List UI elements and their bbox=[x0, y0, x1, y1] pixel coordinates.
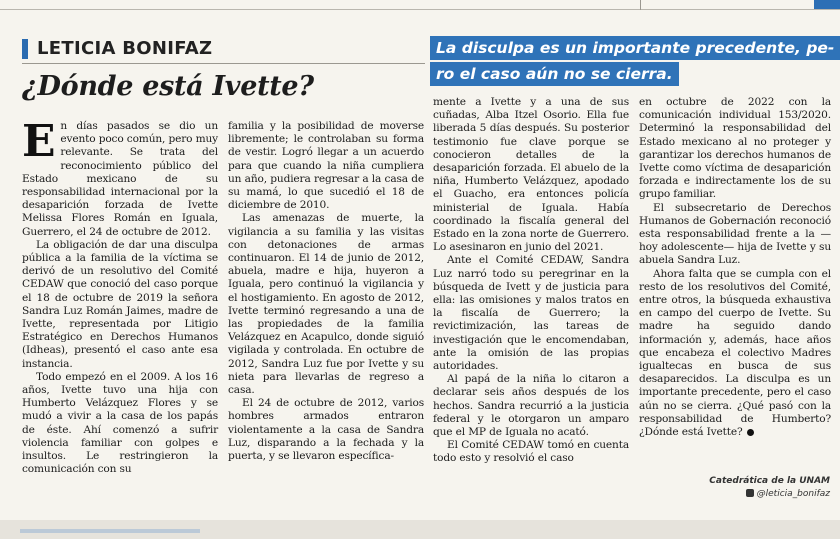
paragraph: El 24 de octubre de 2012, varios hombres armados entraron violentamente a la casa de Sandra Luz, disparando a la fechada y la puerta, y se llevaron específica- bbox=[228, 397, 424, 463]
headline: ¿Dónde está Ivette? bbox=[22, 71, 314, 102]
author-role: Catedrática de la UNAM bbox=[709, 476, 830, 486]
paragraph-text: Ahora falta que se cumpla con el resto de los resolutivos del Comité, entre otros, la búsqueda exhaustiva en campo del cuerpo de Ivette. Su madre ha seguido dando información y, además, hace años que encabeza el colectivo Madres igualtecas en busca de sus desaparecidos. La disculpa es un importante precedente, pero el caso aún no se cierra. ¿Qué pasó con la responsabilidad de Humberto? ¿Dónde está Ivette? bbox=[639, 267, 831, 439]
paragraph bbox=[22, 116, 218, 239]
paragraph: Al papá de la niña lo citaron a declarar seis años después de los hechos. Sandra recurrió a la justicia federal y le otorgaron un amparo que el MP de Iguala no acató. bbox=[433, 373, 629, 439]
paragraph-text: n días pasados se dio un evento poco común, pero muy relevante. Se trata del reconocimiento público del Estado mexicano de su responsabilidad internacional por la desaparición forzada de Ivette Melissa Flores Román en Iguala, Guerrero, el 24 de octubre de 2012. bbox=[22, 120, 218, 238]
paragraph: El subsecretario de Derechos Humanos de Gobernación reconoció esta responsabilidad frente a la —hoy adolescente— hija de Ivette y su abuela Sandra Luz. bbox=[639, 201, 831, 267]
paragraph: Todo empezó en el 2009. A los 16 años, Ivette tuvo una hija con Humberto Velázquez Flores y se mudó a vivir a la casa de los papás de éste. Ahí comenzó a sufrir violencia familiar con golpes e insultos. Le restringieron la comunicación con su bbox=[22, 370, 218, 476]
paragraph bbox=[639, 268, 831, 440]
article-column-4 bbox=[639, 96, 831, 439]
twitter-icon bbox=[746, 489, 754, 497]
pullquote-line-1: La disculpa es un importante precedente, pe- bbox=[430, 36, 840, 60]
author-header bbox=[22, 38, 212, 59]
paragraph: Ante el Comité CEDAW, Sandra Luz narró todo su peregrinar en la búsqueda de Ivett y de justicia para ella: las omisiones y malos tratos en la fiscalía de Guerrero; la revictimización, las tareas de investigación que le encomendaban, ante la omisión de las propias autoridades. bbox=[433, 254, 629, 373]
pullquote bbox=[430, 36, 835, 88]
paragraph: familia y la posibilidad de moverse libremente; le controlaban su forma de vestir. Logró llegar a un acuerdo para que cuando la niña cumpliera un año, pudiera regresar a la casa de su mamá, lo que sucedió el 18 de diciembre de 2010. bbox=[228, 120, 424, 212]
header-blue-tab bbox=[814, 0, 840, 9]
paragraph: El Comité CEDAW tomó en cuenta todo esto y resolvió el caso bbox=[433, 439, 629, 465]
author-name: LETICIA BONIFAZ bbox=[37, 38, 213, 59]
article-column-3 bbox=[433, 96, 629, 466]
header-corner bbox=[640, 0, 840, 10]
article-column-2 bbox=[228, 120, 424, 463]
author-handle[interactable]: @leticia_bonifaz bbox=[756, 489, 830, 499]
author-accent-bar bbox=[22, 39, 28, 59]
paragraph: Las amenazas de muerte, la vigilancia a su familia y las visitas con detonaciones de armas continuaron. El 14 de junio de 2012, abuela, madre e hija, huyeron a Iguala, pero continuó la vigilancia y el hostigamiento. En agosto de 2012, Ivette terminó regresando a una de las propiedades de la familia Velázquez en Acapulco, donde siguió vigilada y controlada. En octubre de 2012, Sandra Luz fue por Ivette y su nieta para llevarlas de regreso a casa. bbox=[228, 212, 424, 397]
bottom-blue-bar bbox=[20, 529, 200, 533]
paragraph: mente a Ivette y a una de sus cuñadas, Alba Itzel Osorio. Ella fue liberada 5 días después. Su posterior testimonio fue clave porque se conocieron detalles de la desaparición forzada. El abuelo de la niña, Humberto Velázquez, apodado el Guacho, era entonces policía ministerial de Iguala. Había coordinado la fiscalía general del Estado en la zona norte de Guerrero. Lo asesinaron en junio del 2021. bbox=[433, 96, 629, 254]
end-bullet-icon bbox=[747, 429, 754, 436]
paragraph: en octubre de 2022 con la comunicación individual 153/2020. Determinó la responsabilidad del Estado mexicano al no proteger y garantizar los derechos humanos de Ivette como víctima de desaparición forzada e indirectamente los de su grupo familiar. bbox=[639, 96, 831, 201]
paragraph: La obligación de dar una disculpa pública a la familia de la víctima se derivó de un resolutivo del Comité CEDAW que conoció del caso porque el 18 de octubre de 2019 la señora Sandra Luz Román Jaimes, madre de Ivette, representada por Litigio Estratégico en Derechos Humanos (Idheas), presentó el caso ante esa instancia. bbox=[22, 238, 218, 370]
bottom-strip bbox=[0, 520, 840, 539]
article-column-1 bbox=[22, 116, 218, 476]
drop-cap: E bbox=[22, 116, 56, 167]
author-credit bbox=[709, 475, 830, 501]
pullquote-line-2: ro el caso aún no se cierra. bbox=[430, 62, 679, 86]
top-rule bbox=[0, 0, 840, 10]
author-rule bbox=[22, 63, 425, 64]
author-social bbox=[709, 488, 830, 501]
